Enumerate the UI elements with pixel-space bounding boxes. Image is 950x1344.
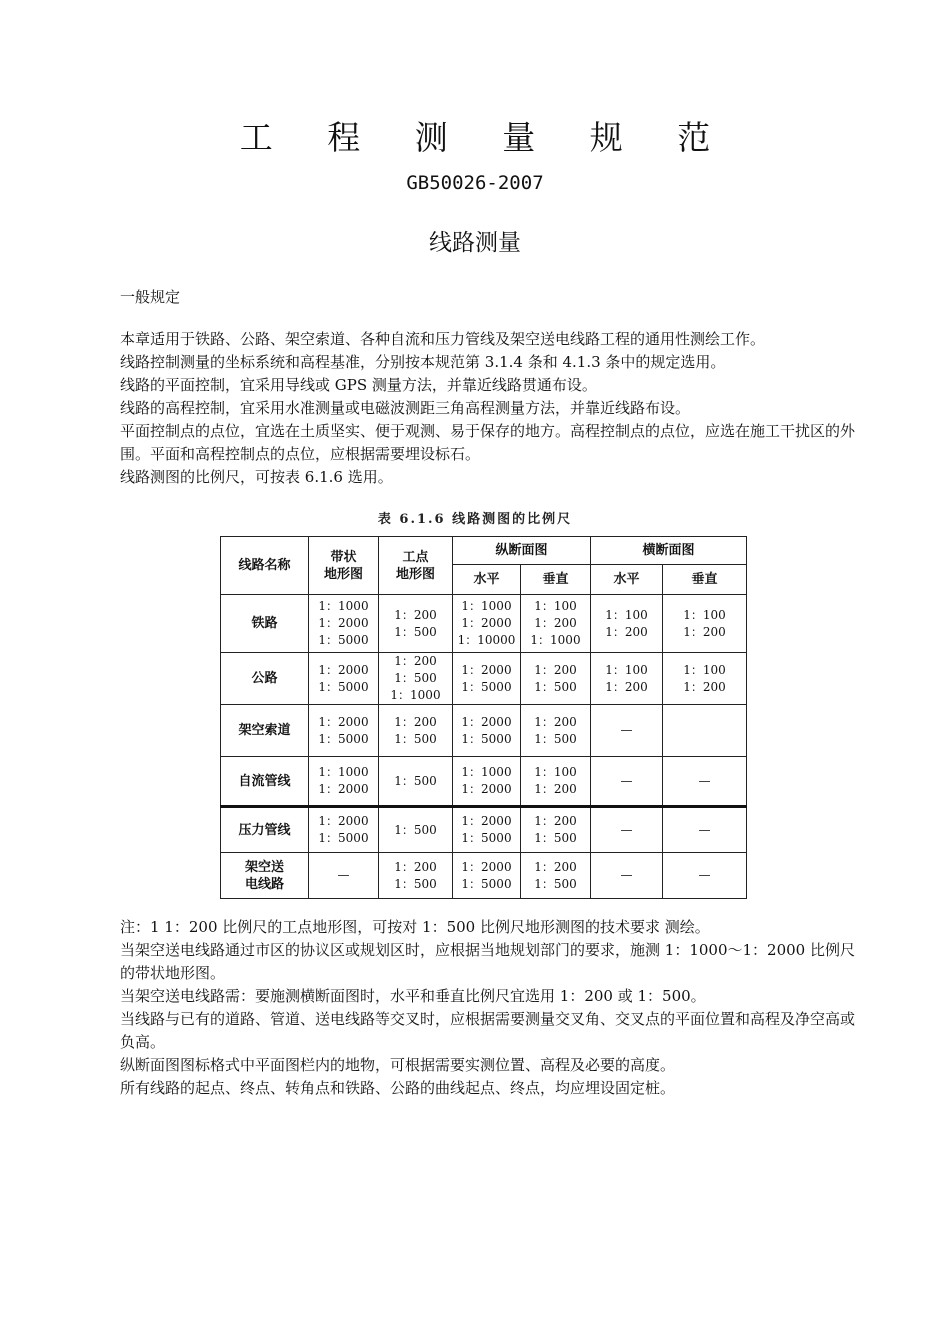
table-row	[221, 853, 747, 899]
table-row	[221, 595, 747, 653]
scale-table	[220, 536, 747, 899]
scale-cell-cross-h: 1：100 1：200	[591, 595, 663, 653]
header-long-horizontal: 水平	[453, 565, 521, 595]
note: 纵断面图图标格式中平面图栏内的地物，可根据需要实测位置、高程及必要的高度。	[120, 1056, 676, 1074]
scale-cell-cross-v	[663, 705, 747, 757]
scale-cell-cross-v: —	[663, 853, 747, 899]
scale-cell-cross-h: —	[591, 705, 663, 757]
scale-cell-strip: —	[309, 853, 379, 899]
header-longitudinal: 纵断面图	[453, 537, 591, 565]
scale-cell-long-h: 1：2000 1：5000	[453, 653, 521, 705]
scale-cell-cross-h: 1：100 1：200	[591, 653, 663, 705]
note: 注：1 1：200 比例尺的工点地形图，可按对 1：500 比例尺地形测图的技术要求 测绘。	[120, 918, 710, 936]
scale-cell-cross-h: —	[591, 853, 663, 899]
table-row	[221, 653, 747, 705]
header-cross-section: 横断面图	[591, 537, 747, 565]
section-title: 线路测量	[429, 230, 521, 256]
scale-cell-long-h: 1：1000 1：2000	[453, 757, 521, 807]
scale-cell-strip: 1：2000 1：5000	[309, 653, 379, 705]
paragraph: 线路的平面控制，宜采用导线或 GPS 测量方法，并靠近线路贯通布设。	[120, 376, 597, 394]
table-row	[221, 807, 747, 853]
note: 所有线路的起点、终点、转角点和铁路、公路的曲线起点、终点，均应埋设固定桩。	[120, 1079, 676, 1097]
scale-cell-cross-v: —	[663, 757, 747, 807]
paragraph: 平面控制点的点位，宜选在土质坚实、便于观测、易于保存的地方。高程控制点的点位，应选在施工干扰区的外围。平面和高程控制点的点位，应根据需要埋设标石。	[120, 422, 856, 463]
header-site-map: 工点 地形图	[379, 537, 453, 595]
scale-cell-strip: 1：2000 1：5000	[309, 705, 379, 757]
note: 当架空送电线路需：要施测横断面图时，水平和垂直比例尺宜选用 1：200 或 1：500。	[120, 987, 706, 1005]
document-title: 工 程 测 量 规 范	[239, 118, 733, 157]
line-name-cell: 架空索道	[221, 705, 309, 757]
note: 当架空送电线路通过市区的协议区或规划区时，应根据当地规划部门的要求，施测 1：1000～1：2000 比例尺的带状地形图。	[120, 941, 855, 982]
header-strip-map: 带状 地形图	[309, 537, 379, 595]
scale-cell-long-h: 1：2000 1：5000	[453, 705, 521, 757]
line-name-cell: 公路	[221, 653, 309, 705]
scale-cell-long-h: 1：2000 1：5000	[453, 853, 521, 899]
intro-paragraphs	[120, 328, 860, 489]
scale-cell-site: 1：200 1：500 1：1000	[379, 653, 453, 705]
paragraph: 本章适用于铁路、公路、架空索道、各种自流和压力管线及架空送电线路工程的通用性测绘工作。	[120, 330, 766, 348]
scale-cell-long-v: 1：200 1：500	[521, 807, 591, 853]
scale-cell-site: 1：200 1：500	[379, 595, 453, 653]
note: 当线路与已有的道路、管道、送电线路等交叉时，应根据需要测量交叉角、交叉点的平面位置和高程及净空高或负高。	[120, 1010, 856, 1051]
scale-cell-cross-h: —	[591, 807, 663, 853]
header-line-name: 线路名称	[221, 537, 309, 595]
scale-cell-strip: 1：1000 1：2000 1：5000	[309, 595, 379, 653]
line-name-cell: 架空送 电线路	[221, 853, 309, 899]
line-name-cell: 铁路	[221, 595, 309, 653]
scale-cell-cross-v: 1：100 1：200	[663, 595, 747, 653]
scale-cell-cross-v: 1：100 1：200	[663, 653, 747, 705]
scale-cell-site: 1：200 1：500	[379, 705, 453, 757]
paragraph: 线路控制测量的坐标系统和高程基准，分别按本规范第 3.1.4 条和 4.1.3 条中的规定选用。	[120, 353, 726, 371]
standard-code: GB50026-2007	[406, 172, 544, 194]
paragraph: 线路测图的比例尺，可按表 6.1.6 选用。	[120, 468, 393, 486]
scale-cell-strip: 1：2000 1：5000	[309, 807, 379, 853]
header-cross-vertical: 垂直	[663, 565, 747, 595]
scale-cell-long-v: 1：100 1：200 1：1000	[521, 595, 591, 653]
scale-cell-long-v: 1：200 1：500	[521, 853, 591, 899]
scale-cell-long-v: 1：200 1：500	[521, 653, 591, 705]
scale-cell-site: 1：500	[379, 757, 453, 807]
paragraph: 线路的高程控制，宜采用水准测量或电磁波测距三角高程测量方法，并靠近线路布设。	[120, 399, 691, 417]
table-row	[221, 705, 747, 757]
header-long-vertical: 垂直	[521, 565, 591, 595]
scale-cell-long-v: 1：200 1：500	[521, 705, 591, 757]
scale-cell-long-v: 1：100 1：200	[521, 757, 591, 807]
scale-cell-cross-h: —	[591, 757, 663, 807]
scale-cell-long-h: 1：2000 1：5000	[453, 807, 521, 853]
scale-cell-site: 1：200 1：500	[379, 853, 453, 899]
scale-cell-strip: 1：1000 1：2000	[309, 757, 379, 807]
line-name-cell: 自流管线	[221, 757, 309, 807]
table-caption: 表 6.1.6 线路测图的比例尺	[377, 512, 573, 527]
header-cross-horizontal: 水平	[591, 565, 663, 595]
scale-cell-long-h: 1：1000 1：2000 1：10000	[453, 595, 521, 653]
line-name-cell: 压力管线	[221, 807, 309, 853]
notes	[120, 916, 860, 1100]
scale-cell-site: 1：500	[379, 807, 453, 853]
scale-cell-cross-v: —	[663, 807, 747, 853]
subheading: 一般规定	[120, 288, 181, 306]
table-row	[221, 757, 747, 807]
